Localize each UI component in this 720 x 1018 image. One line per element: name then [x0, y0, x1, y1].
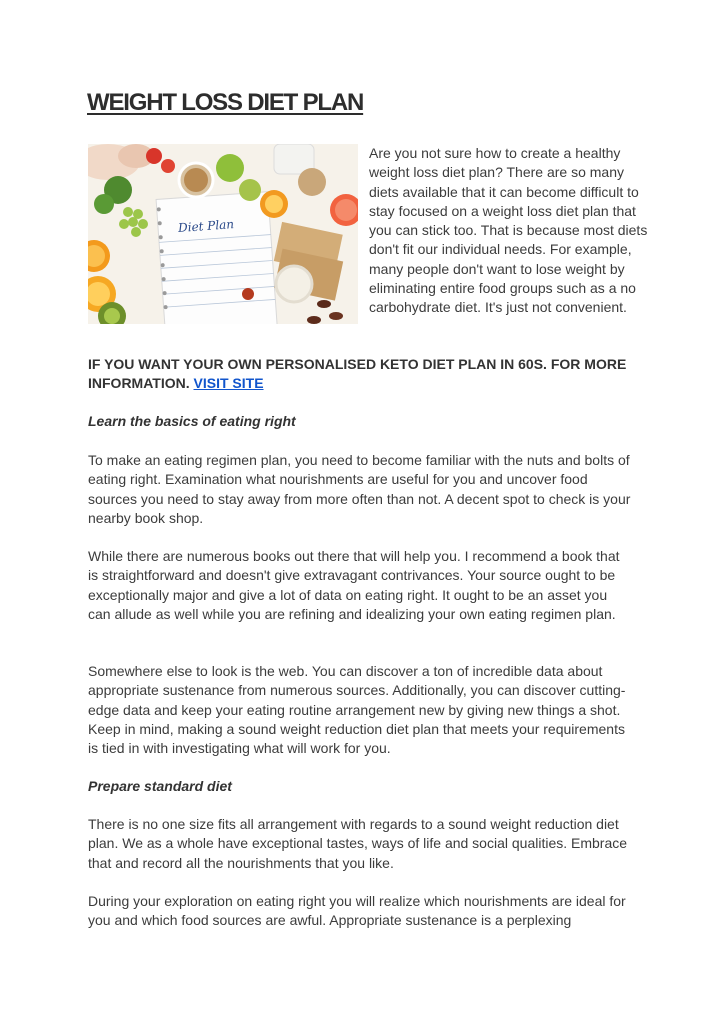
paragraph: While there are numerous books out there that will help you. I recommend a book that is straightforward and doesn't give extravagant contrivances. Your source ought to be exceptionally major and give a lot of data on eating right. It ought to be an asset you can allude as well while you are refining and idealizing your own eating regimen plan.: [88, 548, 620, 622]
paragraph: Somewhere else to look is the web. You can discover a ton of incredible data about appropriate sustenance from numerous sources. Additionally, you can discover cutting-edge data and keep your eating routine arrangement new by giving new things a shot. Keep in mind, making a sound weight reduction diet plan that meets your requirements is tied in with investigating what will work for you.: [88, 663, 626, 757]
notepad-text: Diet Plan: [177, 217, 235, 236]
cta-message: IF YOU WANT YOUR OWN PERSONALISED KETO DIET PLAN IN 60S. FOR MORE INFORMATION.: [88, 356, 627, 392]
visit-site-link[interactable]: VISIT SITE: [193, 375, 264, 392]
diet-plan-photo: [88, 144, 358, 324]
food-illustration: [88, 144, 358, 324]
paragraph: To make an eating regimen plan, you need to become familiar with the nuts and bolts of eating right. Examination what nourishments are useful for you and uncover food sources you need to stay away from more often than not. A decent spot to check is your nearby book shop.: [88, 452, 631, 526]
section-heading-standard-diet: Prepare standard diet: [88, 778, 232, 794]
paragraph: There is no one size fits all arrangement with regards to a sound weight reduction diet plan. We as a whole have exceptional tastes, ways of life and social qualities. Embrace that and record all the nourishments that you like.: [88, 816, 628, 871]
cta-text: [88, 355, 658, 394]
paragraph: During your exploration on eating right you will realize which nourishments are ideal for you and which food sources are awful. Appropriate sustenance is a perplexing: [88, 893, 626, 929]
section-heading-basics: Learn the basics of eating right: [88, 413, 296, 429]
intro-paragraph: Are you not sure how to create a healthy weight loss diet plan? There are so many diets available that it can become difficult to stay focused on a weight loss diet plan that you can stick too. That is because most diets don't fit our individual needs. For example, many people don't want to lose weight by eliminating entire food groups such as a no carbohydrate diet. It's just not convenient.: [369, 145, 648, 316]
page-title: WEIGHT LOSS DIET PLAN: [87, 89, 364, 116]
